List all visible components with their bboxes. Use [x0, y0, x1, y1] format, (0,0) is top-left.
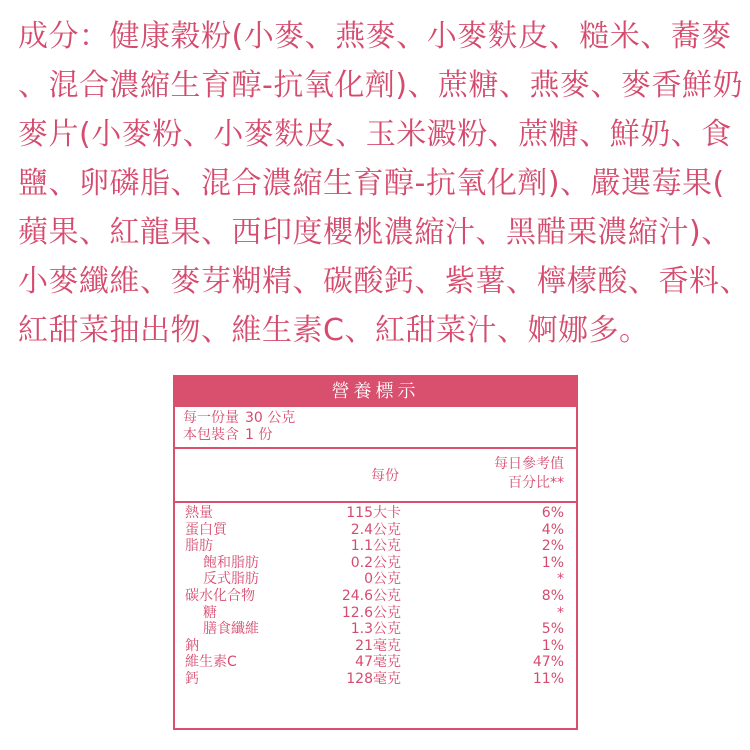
nutrient-daily-value: 11%	[532, 670, 564, 687]
nutrient-name: 維生素C	[185, 654, 237, 671]
nutrient-daily-value: 47%	[532, 654, 564, 671]
nutrient-amount: 1.1公克	[350, 538, 401, 555]
nutrient-name: 飽和脂肪	[203, 554, 259, 571]
ingredients-line: 成分：健康穀粉(小麥、燕麥、小麥麩皮、糙米、蕎麥	[18, 19, 732, 54]
daily-value-header	[494, 455, 564, 493]
nutrient-row	[175, 555, 576, 572]
nutrition-title: 營養標示	[175, 377, 576, 407]
nutrient-row	[175, 605, 576, 622]
nutrient-amount: 0.2公克	[350, 554, 401, 571]
nutrient-name: 鈉	[185, 637, 199, 654]
nutrient-daily-value: *	[557, 571, 564, 588]
ingredients-line: 、混合濃縮生育醇-抗氧化劑)、蔗糖、燕麥、麥香鮮奶	[18, 68, 744, 103]
nutrient-name: 脂肪	[185, 538, 213, 555]
serving-size-label: 每一份量	[183, 410, 239, 426]
nutrient-row	[175, 505, 576, 522]
ingredients-line: 蘋果、紅龍果、西印度櫻桃濃縮汁、黑醋栗濃縮汁)、	[18, 215, 732, 250]
nutrient-daily-value: 6%	[541, 505, 564, 521]
nutrient-daily-value: 4%	[541, 521, 564, 538]
nutrient-amount: 1.3公克	[350, 621, 401, 638]
nutrient-daily-value: 2%	[541, 538, 564, 555]
nutrient-amount: 2.4公克	[350, 521, 401, 538]
serving-size-line	[183, 410, 568, 427]
nutrient-daily-value: 1%	[541, 637, 564, 654]
nutrient-row	[175, 654, 576, 671]
nutrient-name: 反式脂肪	[203, 571, 259, 588]
nutrient-name: 蛋白質	[185, 521, 227, 538]
nutrient-amount: 21毫克	[355, 637, 401, 654]
nutrient-amount: 47毫克	[355, 654, 401, 671]
ingredients-line: 鹽、卵磷脂、混合濃縮生育醇-抗氧化劑)、嚴選莓果(	[18, 166, 725, 201]
nutrition-facts-panel	[173, 375, 578, 730]
nutrient-amount: 128毫克	[346, 670, 401, 687]
servings-value: 1 份	[245, 427, 273, 443]
daily-value-header-line2: 百分比**	[508, 475, 564, 491]
servings-per-package-line	[183, 427, 568, 444]
nutrient-amount: 24.6公克	[341, 587, 401, 604]
nutrient-daily-value: 5%	[541, 621, 564, 638]
daily-value-header-line1: 每日參考值	[494, 456, 564, 472]
ingredients-line: 麥片(小麥粉、小麥麩皮、玉米澱粉、蔗糖、鮮奶、食	[18, 117, 732, 152]
nutrient-daily-value: 8%	[541, 587, 564, 604]
ingredients-line: 紅甜菜抽出物、維生素C、紅甜菜汁、婀娜多。	[18, 313, 650, 348]
nutrient-row	[175, 571, 576, 588]
per-serving-header: 每份	[371, 468, 399, 484]
nutrient-row	[175, 522, 576, 539]
ingredients-line: 小麥纖維、麥芽糊精、碳酸鈣、紫薯、檸檬酸、香料、	[18, 264, 750, 299]
nutrient-daily-value: *	[557, 604, 564, 621]
ingredients-text	[18, 12, 750, 355]
nutrient-name: 鈣	[185, 670, 199, 687]
serving-size-value: 30 公克	[245, 410, 296, 426]
nutrient-name: 膳食纖維	[203, 621, 259, 638]
nutrient-amount: 12.6公克	[341, 604, 401, 621]
serving-info	[175, 407, 576, 449]
nutrient-amount: 115大卡	[346, 505, 401, 521]
nutrient-name: 糖	[203, 604, 217, 621]
nutrient-daily-value: 1%	[541, 554, 564, 571]
nutrient-row	[175, 538, 576, 555]
nutrient-row	[175, 638, 576, 655]
nutrient-row	[175, 621, 576, 638]
nutrient-row	[175, 671, 576, 688]
nutrient-name: 熱量	[185, 505, 213, 521]
servings-label: 本包裝含	[183, 427, 239, 443]
nutrient-name: 碳水化合物	[185, 587, 255, 604]
nutrient-amount: 0公克	[364, 571, 401, 588]
nutrient-row	[175, 588, 576, 605]
column-headers	[175, 449, 576, 503]
nutrient-rows	[175, 503, 576, 688]
